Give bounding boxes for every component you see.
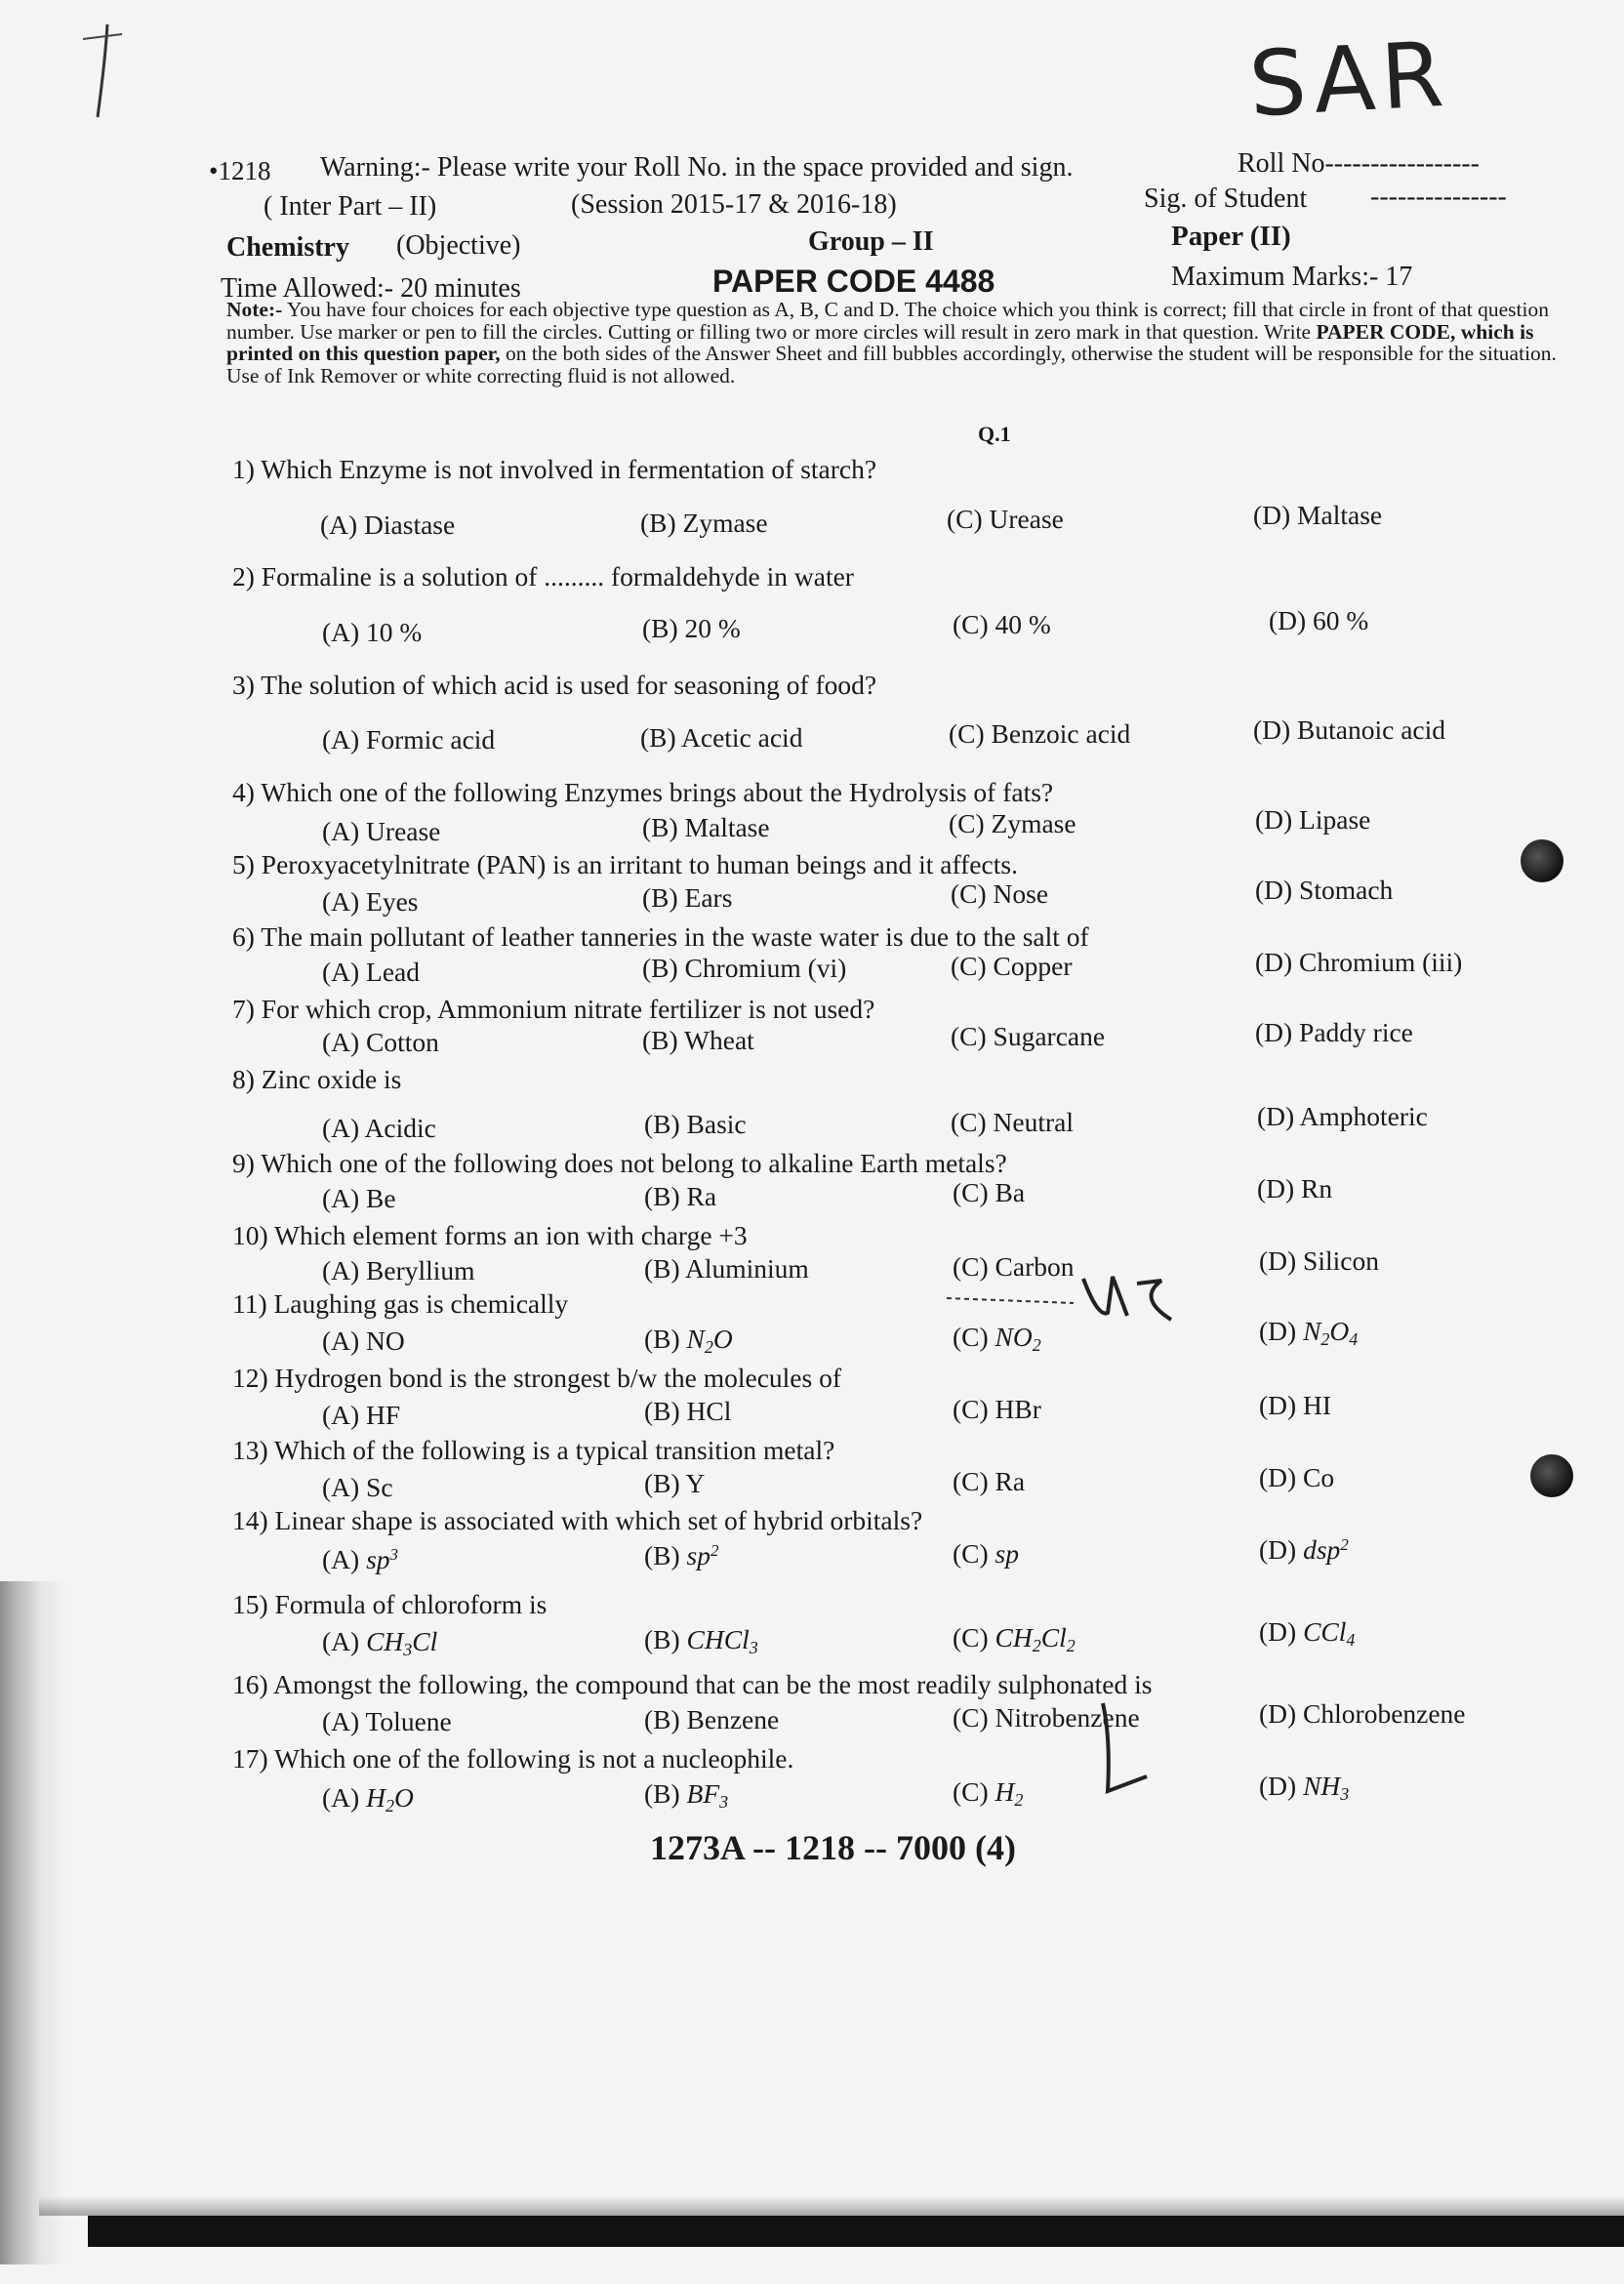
time-allowed: Time Allowed:- 20 minutes	[221, 273, 521, 304]
q17-a-formula: $H_2O$	[366, 1782, 414, 1815]
q2-option-c: (C) 40 %	[953, 609, 1051, 639]
q15-option-d: (D) CCl$_4$	[1259, 1616, 1356, 1650]
q5-option-a: (A) Eyes	[322, 886, 419, 917]
q10-option-c: (C) Carbon	[953, 1251, 1075, 1282]
subject: Chemistry	[226, 232, 349, 263]
q15-d-formula: CCl$_4$	[1303, 1616, 1356, 1650]
question-10: 10) Which element forms an ion with charge +3	[232, 1220, 748, 1250]
q4-option-c: (C) Zymase	[949, 808, 1076, 838]
q13-option-c: (C) Ra	[953, 1466, 1026, 1496]
question-9: 9) Which one of the following does not belong to alkaline Earth metals?	[232, 1148, 1007, 1178]
q16-option-b: (B) Benzene	[644, 1704, 780, 1734]
q14-option-c: (C) sp	[953, 1538, 1019, 1569]
q1-option-d: (D) Maltase	[1253, 500, 1383, 530]
question-15: 15) Formula of chloroform is	[232, 1589, 548, 1619]
q16-option-c: (C) Nitrobenzene	[953, 1702, 1140, 1733]
q14-option-b: (B) $sp^2$	[644, 1540, 719, 1570]
question-4: 4) Which one of the following Enzymes brings about the Hydrolysis of fats?	[232, 777, 1054, 807]
q7-option-d: (D) Paddy rice	[1255, 1017, 1413, 1047]
q14-c-formula: sp	[995, 1538, 1019, 1569]
q5-option-d: (D) Stomach	[1255, 875, 1394, 905]
q17-c-formula: $H_2$	[995, 1776, 1024, 1810]
q11-b-formula: $N_2O$	[686, 1324, 733, 1357]
inter-part: ( Inter Part – II)	[264, 191, 437, 222]
q15-b-formula: CHCl$_3$	[686, 1624, 758, 1657]
q4-option-b: (B) Maltase	[642, 812, 770, 842]
question-7: 7) For which crop, Ammonium nitrate fertilizer is not used?	[232, 994, 875, 1024]
q17-option-c: (C) $H_2$	[953, 1776, 1024, 1810]
q16-option-d: (D) Chlorobenzene	[1259, 1698, 1466, 1729]
q9-option-c: (C) Ba	[953, 1177, 1026, 1207]
code-left: •1218	[209, 156, 271, 185]
q6-option-b: (B) Chromium (vi)	[642, 953, 847, 983]
q15-option-a: (A) $CH_3Cl$	[322, 1626, 438, 1659]
q15-c-formula: $CH_2Cl_2$	[995, 1622, 1076, 1655]
q6-option-c: (C) Copper	[951, 951, 1073, 981]
q8-option-a: (A) Acidic	[322, 1113, 436, 1143]
pen-mark-icon	[78, 20, 137, 127]
group: Group – II	[808, 226, 934, 257]
q7-option-b: (B) Wheat	[642, 1025, 754, 1055]
handwritten-initials: SAR	[1246, 21, 1452, 138]
q3-option-d: (D) Butanoic acid	[1253, 714, 1446, 745]
q5-option-b: (B) Ears	[642, 882, 733, 913]
paper-code: PAPER CODE 4488	[712, 264, 995, 299]
question-17: 17) Which one of the following is not a nucleophile.	[232, 1743, 794, 1774]
q6-option-d: (D) Chromium (iii)	[1255, 947, 1463, 977]
q12-option-c: (C) HBr	[953, 1394, 1041, 1424]
q7-option-a: (A) Cotton	[322, 1027, 439, 1057]
q1-option-b: (B) Zymase	[640, 508, 768, 538]
instructions-note	[226, 299, 1562, 387]
q17-option-d: (D) $NH_3$	[1259, 1771, 1350, 1804]
q9-option-a: (A) Be	[322, 1183, 396, 1213]
q17-b-formula: $BF_3$	[686, 1778, 729, 1812]
q11-d-formula: $N_2O_4$	[1303, 1316, 1359, 1349]
q2-option-b: (B) 20 %	[642, 613, 741, 643]
q11-option-a: (A) NO	[322, 1326, 405, 1356]
q8-option-d: (D) Amphoteric	[1257, 1101, 1428, 1131]
q10-option-a: (A) Beryllium	[322, 1255, 475, 1285]
q7-option-c: (C) Sugarcane	[951, 1021, 1106, 1051]
question-5: 5) Peroxyacetylnitrate (PAN) is an irritant to human beings and it affects.	[232, 849, 1018, 879]
q12-option-b: (B) HCl	[644, 1396, 732, 1426]
q12-option-d: (D) HI	[1259, 1390, 1332, 1420]
question-12: 12) Hydrogen bond is the strongest b/w the molecules of	[232, 1363, 841, 1393]
paper: Paper (II)	[1171, 221, 1291, 252]
q2-option-a: (A) 10 %	[322, 617, 423, 647]
q3-option-a: (A) Formic acid	[322, 724, 496, 755]
q11-option-b: (B) $N_2O$	[644, 1324, 733, 1357]
question-11: 11) Laughing gas is chemically	[232, 1288, 569, 1319]
q9-option-d: (D) Rn	[1257, 1173, 1333, 1203]
q2-option-d: (D) 60 %	[1269, 605, 1369, 635]
scan-edge-bottom	[88, 2216, 1624, 2247]
question-2: 2) Formaline is a solution of ......... formaldehyde in water	[232, 561, 854, 591]
q16-option-a: (A) Toluene	[322, 1706, 452, 1736]
q11-option-d: (D) $N_2O_4$	[1259, 1316, 1359, 1349]
scan-shadow-left	[0, 1581, 68, 2264]
q14-option-d: (D) dsp$^2$	[1259, 1534, 1349, 1565]
q6-option-a: (A) Lead	[322, 957, 421, 987]
sig-student-label: Sig. of Student	[1144, 184, 1308, 214]
q13-option-d: (D) Co	[1259, 1462, 1335, 1492]
q4-option-a: (A) Urease	[322, 816, 441, 846]
q17-option-a: (A) $H_2O$	[322, 1782, 414, 1815]
q14-option-a: (A) $sp^3$	[322, 1544, 399, 1574]
q3-option-b: (B) Acetic acid	[640, 722, 803, 753]
q1-option-a: (A) Diastase	[320, 510, 456, 540]
q1-label: Q.1	[978, 422, 1011, 446]
q15-a-formula: $CH_3Cl$	[366, 1626, 438, 1659]
question-16: 16) Amongst the following, the compound that can be the most readily sulphonated is	[232, 1669, 1153, 1699]
question-6: 6) The main pollutant of leather tanneries in the waste water is due to the salt of	[232, 921, 1089, 952]
q14-b-formula: $sp^2$	[686, 1540, 719, 1570]
q3-option-c: (C) Benzoic acid	[949, 718, 1131, 749]
punch-hole-icon	[1530, 1454, 1573, 1497]
note-part2: on the both sides of the Answer Sheet and fill bubbles accordingly, otherwise the student will be responsible for the situation. Use of Ink Remover or white correcting fluid is not allowed.	[226, 342, 1557, 387]
q15-option-c: (C) $CH_2Cl_2$	[953, 1622, 1076, 1655]
max-marks: Maximum Marks:- 17	[1171, 262, 1413, 292]
q15-option-b: (B) CHCl$_3$	[644, 1624, 758, 1657]
q13-option-a: (A) Sc	[322, 1472, 393, 1502]
pen-scribble-icon	[937, 1259, 1200, 1327]
q5-option-c: (C) Nose	[951, 878, 1049, 909]
note-part1: You have four choices for each objective type question as A, B, C and D. The choice which you think is correct; fill that circle in front of that question number. Use marker or pen to fill the circles. Cutting or filling two or more circles will result in zero mark in that question. Write	[226, 298, 1549, 344]
roll-no-field: Roll No-----------------	[1238, 148, 1480, 179]
q14-d-formula: dsp$^2$	[1303, 1534, 1349, 1565]
question-3: 3) The solution of which acid is used for seasoning of food?	[232, 670, 877, 700]
note-paper-code: PAPER CODE, which is printed on this question paper,	[226, 319, 1534, 366]
q11-c-formula: $NO_2$	[995, 1322, 1041, 1355]
sig-student-field: ---------------	[1370, 182, 1507, 212]
note-label: Note:-	[226, 298, 283, 321]
q14-a-formula: $sp^3$	[366, 1544, 399, 1574]
q17-d-formula: $NH_3$	[1303, 1771, 1350, 1804]
objective: (Objective)	[396, 230, 521, 261]
q17-option-b: (B) $BF_3$	[644, 1778, 729, 1812]
q12-option-a: (A) HF	[322, 1400, 401, 1430]
q10-option-b: (B) Aluminium	[644, 1253, 809, 1284]
q8-option-b: (B) Basic	[644, 1109, 747, 1139]
q8-option-c: (C) Neutral	[951, 1107, 1074, 1137]
q9-option-b: (B) Ra	[644, 1181, 717, 1211]
warning-text: Warning:- Please write your Roll No. in the space provided and sign.	[320, 152, 1074, 183]
q4-option-d: (D) Lipase	[1255, 804, 1371, 835]
q10-option-d: (D) Silicon	[1259, 1245, 1379, 1276]
punch-hole-icon	[1521, 839, 1563, 882]
session: (Session 2015-17 & 2016-18)	[571, 189, 897, 220]
question-14: 14) Linear shape is associated with which set of hybrid orbitals?	[232, 1505, 923, 1535]
question-8: 8) Zinc oxide is	[232, 1064, 402, 1094]
scan-shadow-bottom	[39, 2196, 1624, 2216]
paper-footer-code: 1273A -- 1218 -- 7000 (4)	[650, 1828, 1016, 1867]
question-1: 1) Which Enzyme is not involved in fermentation of starch?	[232, 454, 877, 484]
pen-stroke-icon	[1093, 1698, 1181, 1806]
question-13: 13) Which of the following is a typical transition metal?	[232, 1435, 835, 1465]
q1-option-c: (C) Urease	[947, 504, 1064, 534]
q13-option-b: (B) Y	[644, 1468, 706, 1498]
q11-option-c: (C) $NO_2$	[953, 1322, 1041, 1355]
